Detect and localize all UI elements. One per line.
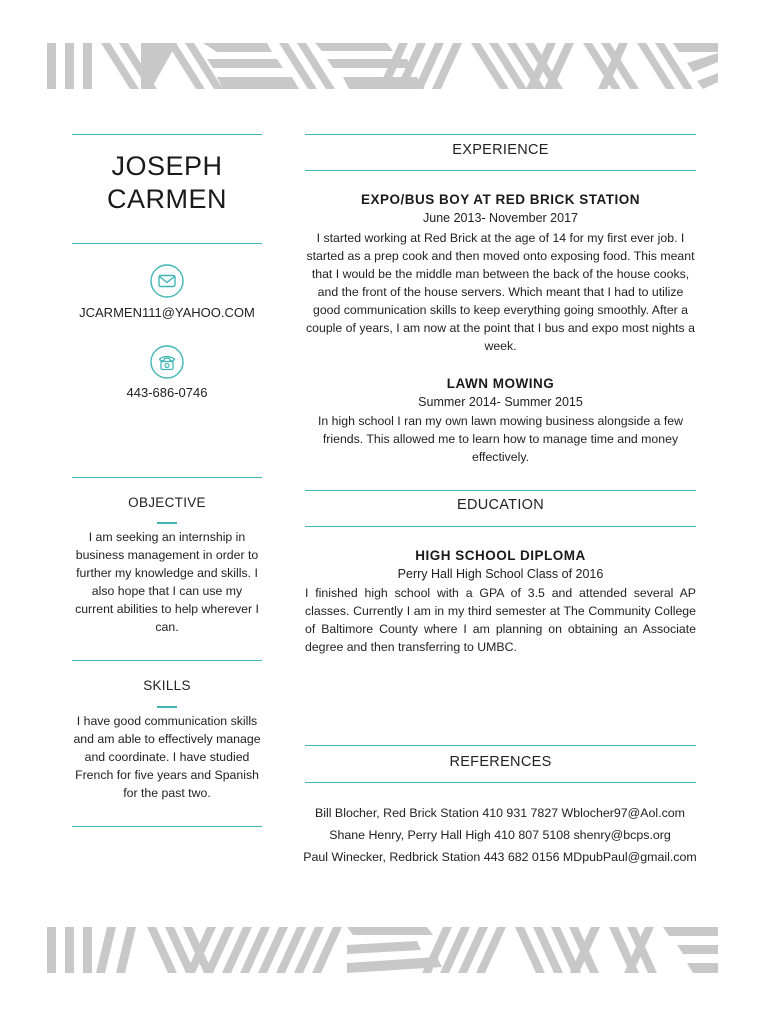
divider xyxy=(72,243,262,244)
school-name: Perry Hall High School Class of 2016 xyxy=(397,567,604,581)
degree-title: HIGH SCHOOL DIPLOMA xyxy=(415,548,586,563)
job-description: I started working at Red Brick at the age of 14 for my first ever job. I started as a prep cook and then moved onto exposing food. This meant that I would be the middle man between the back of the house cooks, and the front of the house servers. Which meant that I had to utilize good communication skills to keep everything going smoothly. After a couple of years, I am now at the point that I bus and expo most nights a week. xyxy=(306,231,695,353)
job-title: EXPO/BUS BOY AT RED BRICK STATION xyxy=(360,192,641,207)
objective-heading: OBJECTIVE xyxy=(128,495,206,510)
decorative-header-band xyxy=(47,43,718,89)
divider xyxy=(72,134,262,135)
education-description: I finished high school with a GPA of 3.5 and attended several AP classes. Currently I am in my third semester at The Community College of Baltimore County where I am planning on obtaining an Associate degree and then transferring to UMBC. xyxy=(305,586,696,654)
telephone-icon xyxy=(150,345,184,379)
envelope-icon xyxy=(150,264,184,298)
reference-item: Shane Henry, Perry Hall High 410 807 5108 shenry@bcps.org xyxy=(329,828,671,842)
divider xyxy=(305,526,696,527)
skills-heading: SKILLS xyxy=(143,678,191,693)
last-name: CARMEN xyxy=(106,184,227,214)
job-title: LAWN MOWING xyxy=(446,376,555,391)
education-heading: EDUCATION xyxy=(456,497,545,513)
reference-item: Bill Blocher, Red Brick Station 410 931 7827 Wblocher97@Aol.com xyxy=(314,806,686,820)
divider xyxy=(305,490,696,491)
divider xyxy=(72,660,262,661)
phone-number[interactable]: 443-686-0746 xyxy=(126,385,208,400)
candidate-name xyxy=(72,150,262,216)
divider xyxy=(305,745,696,746)
references-heading: REFERENCES xyxy=(449,754,552,770)
divider xyxy=(305,170,696,171)
divider xyxy=(305,782,696,783)
objective-text: I am seeking an internship in business management in order to further my knowledge and skills. I also hope that I can use my current abilities to help wherever I can. xyxy=(75,530,259,634)
decorative-footer-band xyxy=(47,927,718,973)
heading-underline xyxy=(157,706,177,708)
experience-heading: EXPERIENCE xyxy=(452,142,549,158)
divider xyxy=(305,134,696,135)
skills-text: I have good communication skills and am able to effectively manage and coordinate. I have studied French for five years and Spanish for the past two. xyxy=(73,714,261,800)
email-address[interactable]: JCARMEN111@YAHOO.COM xyxy=(79,305,255,320)
reference-item: Paul Winecker, Redbrick Station 443 682 0156 MDpubPaul@gmail.com xyxy=(303,850,697,864)
divider xyxy=(72,477,262,478)
job-description: In high school I ran my own lawn mowing business alongside a few friends. This allowed me to learn how to manage time and money effectively. xyxy=(317,414,683,464)
first-name: JOSEPH xyxy=(111,151,223,181)
heading-underline xyxy=(157,522,177,524)
divider xyxy=(72,826,262,827)
job-date: June 2013- November 2017 xyxy=(423,211,578,225)
job-date: Summer 2014- Summer 2015 xyxy=(418,395,583,409)
